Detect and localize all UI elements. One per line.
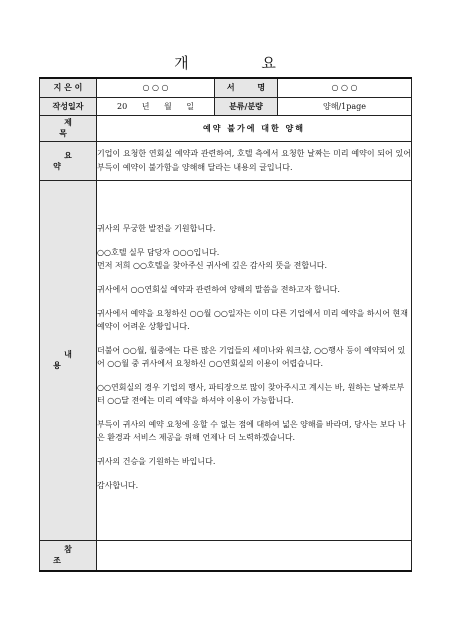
- reference-label: 참 조: [40, 540, 97, 571]
- content-paragraph: 더불어 ○○월, 월중에는 다른 많은 기업들의 세미나와 워크샵, ○○행사 등이 예약되어 있어 ○○월 중 귀사에서 요청하신 ○○연회실의 이용이 어렵습니다.: [97, 345, 406, 368]
- content-label: 내 용: [40, 180, 97, 540]
- content-body: [97, 180, 412, 540]
- content-paragraph: 부득이 귀사의 예약 요청에 응할 수 없는 점에 대하여 넓은 양해를 바라며, 당사는 보다 나은 환경과 서비스 제공을 위해 언제나 더 노력하겠습니다.: [97, 419, 406, 442]
- content-paragraph: 감사합니다.: [97, 480, 139, 490]
- summary-label: 요 약: [40, 141, 97, 180]
- summary-text: 기업이 요청한 연회실 예약과 관련하여, 호텔 측에서 요청한 날짜는 미리 예약이 되어 있어 부득이 예약이 불가함을 양해해 달라는 내용의 글입니다.: [97, 141, 412, 180]
- content-paragraph: 귀사에서 ○○연회실 예약과 관련하여 양해의 말씀을 전하고자 합니다.: [97, 284, 340, 294]
- content-paragraph: 귀사에서 예약을 요청하신 ○○월 ○○일자는 이미 다른 기업에서 미리 예약을 하시어 현재 예약이 어려운 상황입니다.: [97, 308, 408, 331]
- signature-label: 서 명: [215, 78, 278, 97]
- subject-label: 제 목: [40, 115, 97, 141]
- content-paragraph: 귀사의 무궁한 발전을 기원합니다.: [97, 223, 216, 233]
- date-label: 작성일자: [40, 97, 97, 115]
- content-paragraph: 귀사의 건승을 기원하는 바입니다.: [97, 456, 216, 466]
- overview-table: [39, 77, 412, 572]
- date-value: 20 년 월 일: [97, 97, 215, 115]
- category-value: 양해/1page: [278, 97, 412, 115]
- recipient-label: 지 은 이: [40, 78, 97, 97]
- category-label: 분류/분량: [215, 97, 278, 115]
- content-paragraph: ○○호텔 실무 담당자 ○○○입니다. 먼저 저희 ○○호텔을 찾아주신 귀사에 깊은 감사의 뜻을 전합니다.: [97, 247, 328, 270]
- subject-value: 예약 불가에 대한 양해: [97, 115, 412, 141]
- signature-value: ○ ○ ○: [278, 78, 412, 97]
- recipient-value: ○ ○ ○: [97, 78, 215, 97]
- document-title: 개 요: [174, 54, 310, 72]
- reference-value: [97, 540, 412, 571]
- content-paragraph: ○○연회실의 경우 기업의 행사, 파티장으로 많이 찾아주시고 계시는 바, 원하는 날짜로부터 ○○달 전에는 미리 예약을 하셔야 이용이 가능합니다.: [97, 382, 405, 405]
